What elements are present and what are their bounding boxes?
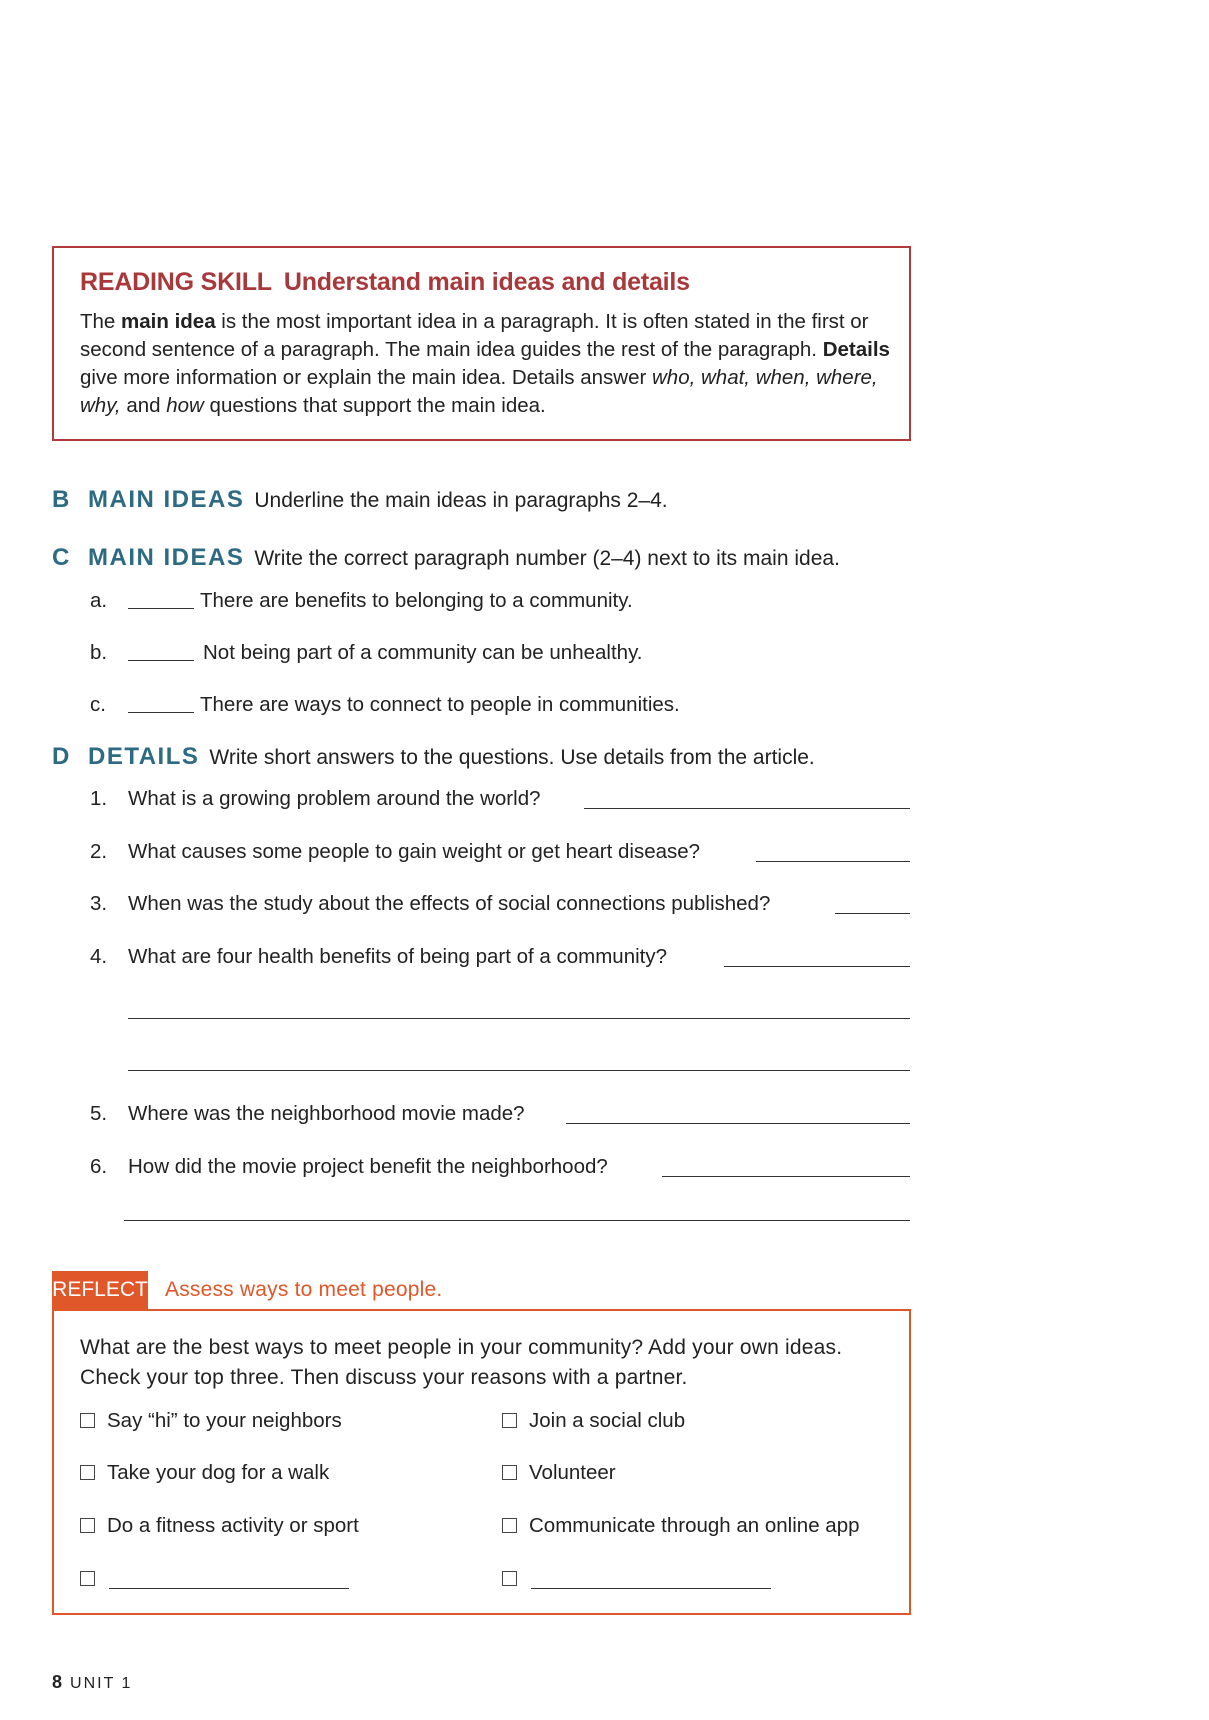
checklist-item bbox=[502, 1461, 892, 1487]
item-number: 5. bbox=[90, 1102, 108, 1125]
checklist-label: Say “hi” to your neighbors bbox=[107, 1409, 342, 1432]
reflect-tab: REFLECT bbox=[52, 1271, 148, 1309]
section-letter: C bbox=[52, 544, 70, 571]
text-run: and bbox=[120, 394, 167, 417]
answer-line[interactable] bbox=[724, 966, 910, 967]
term-details: Details bbox=[822, 338, 890, 361]
checklist-label: Communicate through an online app bbox=[529, 1514, 860, 1537]
reading-skill-box bbox=[52, 246, 911, 441]
item-question: What causes some people to gain weight or get heart disease? bbox=[128, 840, 701, 863]
answer-line[interactable] bbox=[566, 1123, 910, 1124]
reading-skill-label: READING SKILL bbox=[80, 268, 272, 296]
checkbox[interactable] bbox=[502, 1571, 517, 1586]
page-footer bbox=[52, 1672, 132, 1693]
answer-line[interactable] bbox=[128, 1018, 910, 1019]
reflect-prompt: What are the best ways to meet people in your community? Add your own ideas. Check your top three. Then discuss your reasons with a partner. bbox=[80, 1336, 843, 1389]
reading-skill-heading: Understand main ideas and details bbox=[283, 268, 690, 296]
item-text: There are ways to connect to people in communities. bbox=[200, 693, 680, 716]
answer-blank[interactable] bbox=[128, 660, 194, 661]
text-run: is the most important idea in a paragraph. It is often stated in the first or second sentence of a paragraph. The main idea guides the rest of the paragraph. bbox=[80, 310, 869, 361]
section-tag: MAIN IDEAS bbox=[88, 544, 245, 571]
item-number: 6. bbox=[90, 1155, 108, 1178]
section-tag: MAIN IDEAS bbox=[88, 486, 245, 513]
section-letter: B bbox=[52, 486, 70, 513]
section-instruction: Write short answers to the questions. Use details from the article. bbox=[209, 746, 815, 769]
text-run: questions that support the main idea. bbox=[203, 394, 546, 417]
page-number: 8 bbox=[52, 1672, 63, 1692]
item-label: c. bbox=[90, 693, 106, 716]
section-b-heading bbox=[52, 486, 668, 514]
answer-line[interactable] bbox=[584, 808, 910, 809]
item-question: How did the movie project benefit the neighborhood? bbox=[128, 1155, 608, 1178]
checklist-item bbox=[80, 1567, 460, 1593]
text-run-italic: who, what, when, where, why, bbox=[80, 366, 878, 417]
item-label: b. bbox=[90, 641, 108, 664]
list-item bbox=[90, 945, 910, 973]
write-in-line[interactable] bbox=[109, 1588, 349, 1589]
item-question: When was the study about the effects of social connections published? bbox=[128, 892, 771, 915]
checklist-item bbox=[80, 1514, 460, 1540]
text-run: The bbox=[80, 310, 122, 333]
checklist-label: Volunteer bbox=[529, 1461, 616, 1484]
answer-blank[interactable] bbox=[128, 608, 194, 609]
section-letter: D bbox=[52, 743, 70, 770]
answer-blank[interactable] bbox=[128, 712, 194, 713]
list-item bbox=[90, 641, 910, 669]
item-number: 2. bbox=[90, 840, 108, 863]
checklist-label: Take your dog for a walk bbox=[107, 1461, 330, 1484]
item-question: Where was the neighborhood movie made? bbox=[128, 1102, 525, 1125]
item-number: 4. bbox=[90, 945, 108, 968]
checklist-item bbox=[502, 1567, 892, 1593]
section-d-heading bbox=[52, 743, 815, 771]
write-in-line[interactable] bbox=[531, 1588, 771, 1589]
answer-line[interactable] bbox=[835, 913, 910, 914]
item-label: a. bbox=[90, 589, 108, 612]
checklist-item bbox=[502, 1409, 892, 1435]
reading-skill-title bbox=[80, 268, 690, 297]
text-run: give more information or explain the main idea. Details answer bbox=[80, 366, 652, 389]
answer-line[interactable] bbox=[124, 1220, 910, 1221]
checkbox[interactable] bbox=[502, 1413, 517, 1428]
checkbox[interactable] bbox=[80, 1518, 95, 1533]
checkbox[interactable] bbox=[502, 1518, 517, 1533]
checklist-item bbox=[502, 1514, 892, 1540]
reflect-box bbox=[52, 1309, 911, 1615]
checklist-item bbox=[80, 1409, 460, 1435]
reflect-caption: Assess ways to meet people. bbox=[165, 1278, 443, 1301]
reading-skill-text bbox=[80, 308, 895, 420]
section-tag: DETAILS bbox=[88, 743, 200, 770]
list-item bbox=[90, 840, 910, 868]
term-main-idea: main idea bbox=[121, 310, 216, 333]
list-item bbox=[90, 589, 910, 617]
list-item bbox=[90, 1102, 910, 1130]
section-instruction: Underline the main ideas in paragraphs 2–4. bbox=[254, 489, 668, 512]
list-item bbox=[90, 1155, 910, 1183]
section-c-heading bbox=[52, 544, 840, 572]
unit-label: UNIT 1 bbox=[70, 1675, 133, 1692]
answer-line[interactable] bbox=[756, 861, 910, 862]
list-item bbox=[90, 892, 910, 920]
text-run-italic: how bbox=[166, 394, 204, 417]
section-instruction: Write the correct paragraph number (2–4) next to its main idea. bbox=[254, 547, 840, 570]
list-item bbox=[90, 693, 910, 721]
checkbox[interactable] bbox=[80, 1571, 95, 1586]
item-number: 1. bbox=[90, 787, 108, 810]
item-text: Not being part of a community can be unhealthy. bbox=[203, 641, 643, 664]
answer-line[interactable] bbox=[662, 1176, 910, 1177]
checklist-label: Do a fitness activity or sport bbox=[107, 1514, 359, 1537]
checkbox[interactable] bbox=[80, 1413, 95, 1428]
checklist-item bbox=[80, 1461, 460, 1487]
item-text: There are benefits to belonging to a community. bbox=[200, 589, 633, 612]
answer-line[interactable] bbox=[128, 1070, 910, 1071]
checkbox[interactable] bbox=[502, 1465, 517, 1480]
checkbox[interactable] bbox=[80, 1465, 95, 1480]
item-question: What is a growing problem around the world? bbox=[128, 787, 541, 810]
item-question: What are four health benefits of being part of a community? bbox=[128, 945, 667, 968]
item-number: 3. bbox=[90, 892, 108, 915]
checklist-label: Join a social club bbox=[529, 1409, 686, 1432]
list-item bbox=[90, 787, 910, 815]
